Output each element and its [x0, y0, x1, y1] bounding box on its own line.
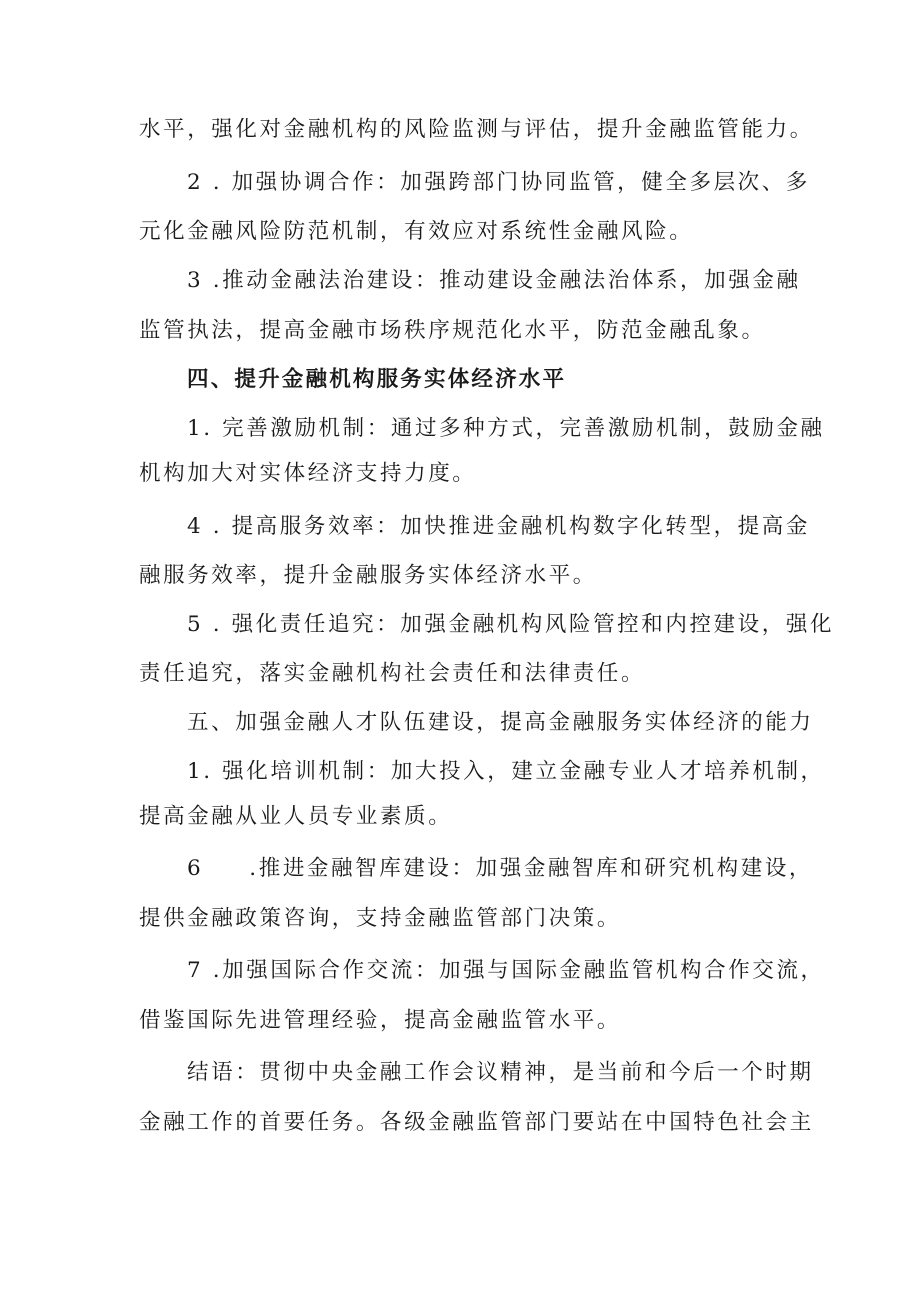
conclusion-line: 结语：贯彻中央金融工作会议精神，是当前和今后一个时期: [187, 1060, 814, 1085]
list-item-text: .推进金融智库建设：加强金融智库和研究机构建设，: [249, 856, 814, 881]
paragraph-line: 水平，强化对金融机构的风险监测与评估，提升金融监管能力。: [139, 117, 814, 142]
section-heading: 五、加强金融人才队伍建设，提高金融服务实体经济的能力: [187, 710, 814, 735]
list-item-heading: [187, 855, 813, 883]
paragraph-line: 机构加大对实体经济支持力度。: [139, 461, 477, 486]
paragraph-line: 借鉴国际先进管理经验，提高金融监管水平。: [139, 1008, 622, 1033]
paragraph-line: 提高金融从业人员专业素质。: [139, 804, 453, 829]
list-item-heading: 7 .加强国际合作交流：加强与国际金融监管机构合作交流，: [187, 958, 825, 983]
list-item-heading: 2 . 加强协调合作：加强跨部门协同监管，健全多层次、多: [187, 170, 810, 195]
paragraph-line: 金融工作的首要任务。各级金融监管部门要站在中国特色社会主: [139, 1110, 814, 1135]
paragraph-line: 责任追究，落实金融机构社会责任和法律责任。: [139, 661, 646, 686]
paragraph-line: 元化金融风险防范机制，有效应对系统性金融风险。: [139, 219, 694, 244]
list-item-heading: 4 . 提高服务效率：加快推进金融机构数字化转型，提高金: [187, 514, 810, 539]
paragraph-line: 监管执法，提高金融市场秩序规范化水平，防范金融乱象。: [139, 318, 766, 343]
list-item-heading: 1. 强化培训机制：加大投入，建立金融专业人才培养机制，: [187, 759, 825, 784]
section-heading: 四、提升金融机构服务实体经济水平: [187, 367, 567, 392]
list-item-number: 6: [187, 856, 204, 881]
list-item-heading: 3 .推动金融法治建设：推动建设金融法治体系，加强金融: [187, 268, 801, 293]
list-item-heading: 1. 完善激励机制：通过多种方式，完善激励机制，鼓励金融: [187, 416, 825, 441]
paragraph-line: 提供金融政策咨询，支持金融监管部门决策。: [139, 906, 622, 931]
list-item-heading: 5 . 强化责任追究：加强金融机构风险管控和内控建设，强化: [187, 612, 835, 637]
paragraph-line: 融服务效率，提升金融服务实体经济水平。: [139, 563, 597, 588]
